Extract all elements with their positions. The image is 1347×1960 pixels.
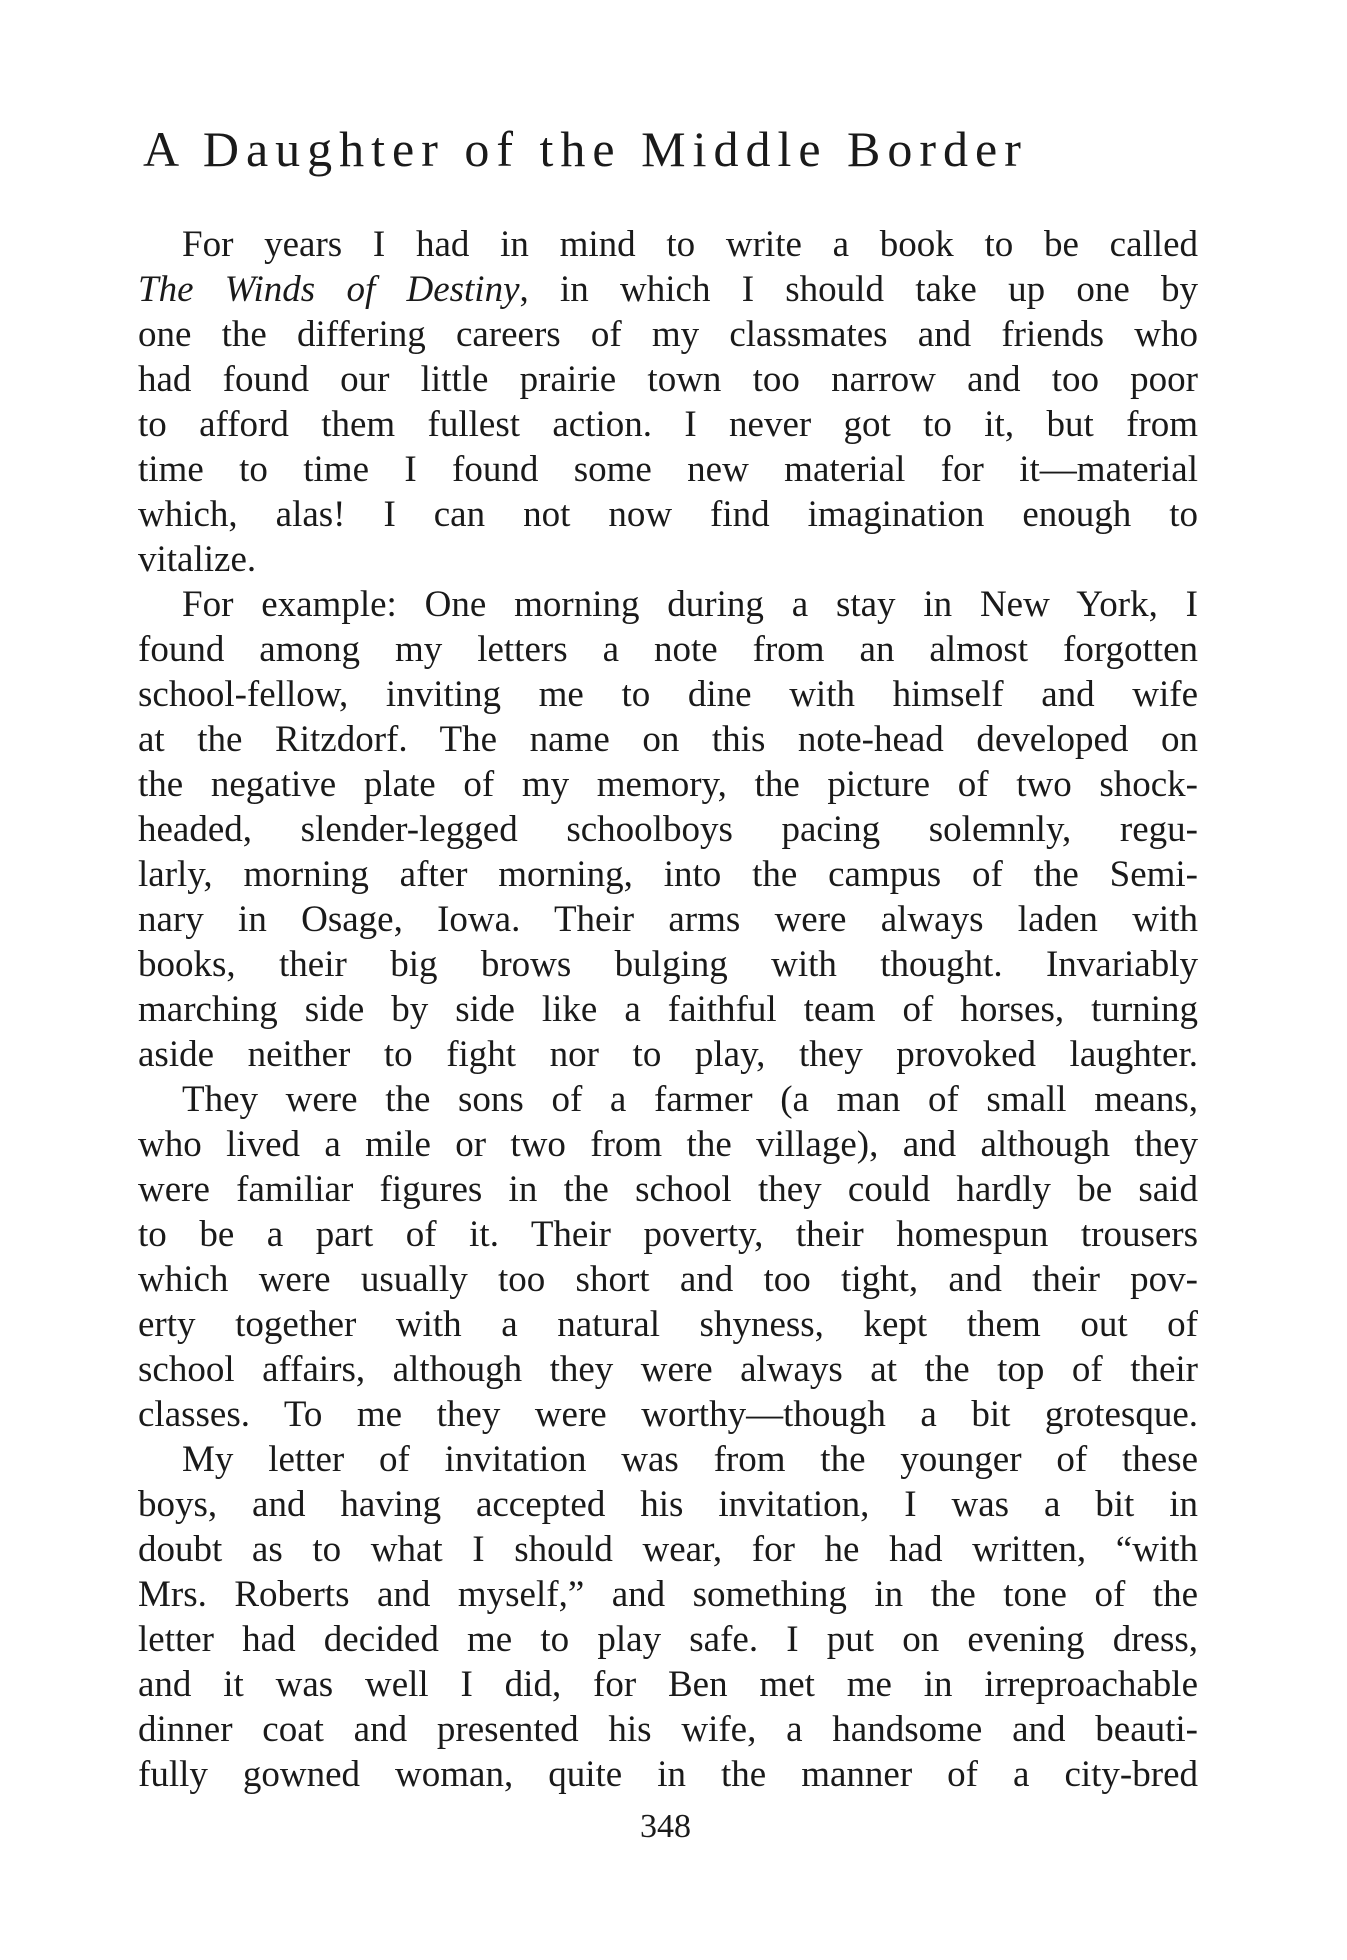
text-line: fully gowned woman, quite in the manner of a city-bred xyxy=(138,1754,1198,1795)
text-line: larly, morning after morning, into the campus of the Semi- xyxy=(138,854,1198,895)
text-line: the negative plate of my memory, the picture of two shock- xyxy=(138,764,1198,805)
text-line: headed, slender-legged schoolboys pacing solemnly, regu- xyxy=(138,809,1198,850)
text-line: erty together with a natural shyness, kept them out of xyxy=(138,1304,1198,1345)
text-line: one the differing careers of my classmates and friends who xyxy=(138,314,1198,355)
text-line: to be a part of it. Their poverty, their homespun trousers xyxy=(138,1214,1198,1255)
text-line: Mrs. Roberts and myself,” and something in the tone of the xyxy=(138,1574,1198,1615)
text-line xyxy=(138,267,1198,312)
text-line: For example: One morning during a stay in New York, I xyxy=(182,584,1198,625)
text-line: which were usually too short and too tight, and their pov- xyxy=(138,1259,1198,1300)
text-line: books, their big brows bulging with thought. Invariably xyxy=(138,944,1198,985)
page-number: 348 xyxy=(640,1808,691,1845)
text-line: marching side by side like a faithful team of horses, turning xyxy=(138,989,1198,1030)
text-line: found among my letters a note from an almost forgotten xyxy=(138,629,1198,670)
text-line: They were the sons of a farmer (a man of small means, xyxy=(182,1079,1198,1120)
text-line: aside neither to fight nor to play, they provoked laughter. xyxy=(138,1034,1198,1075)
text-line: to afford them fullest action. I never got to it, but from xyxy=(138,404,1198,445)
text-line: had found our little prairie town too narrow and too poor xyxy=(138,359,1198,400)
running-header: A Daughter of the Middle Border xyxy=(143,121,1028,177)
text-line: school affairs, although they were always at the top of their xyxy=(138,1349,1198,1390)
text-line: school-fellow, inviting me to dine with himself and wife xyxy=(138,674,1198,715)
text-line: dinner coat and presented his wife, a handsome and beauti- xyxy=(138,1709,1198,1750)
text-line: and it was well I did, for Ben met me in irreproachable xyxy=(138,1664,1198,1705)
text-line: vitalize. xyxy=(138,539,257,580)
text-line: classes. To me they were worthy—though a bit grotesque. xyxy=(138,1394,1198,1435)
text-line: who lived a mile or two from the village), and although they xyxy=(138,1124,1198,1165)
text-line: doubt as to what I should wear, for he had written, “with xyxy=(138,1529,1198,1570)
text-line: letter had decided me to play safe. I put on evening dress, xyxy=(138,1619,1198,1660)
text-line: My letter of invitation was from the younger of these xyxy=(182,1439,1198,1480)
body-text xyxy=(138,222,1198,1797)
text-line: which, alas! I can not now find imagination enough to xyxy=(138,494,1198,535)
book-title: The Winds of Destiny xyxy=(138,269,520,310)
text-line-rest: , in which I should take up one by xyxy=(519,269,1198,310)
text-line: boys, and having accepted his invitation, I was a bit in xyxy=(138,1484,1198,1525)
text-line: at the Ritzdorf. The name on this note-head developed on xyxy=(138,719,1198,760)
text-line: For years I had in mind to write a book to be called xyxy=(182,224,1198,265)
text-line: nary in Osage, Iowa. Their arms were always laden with xyxy=(138,899,1198,940)
text-line: were familiar figures in the school they could hardly be said xyxy=(138,1169,1198,1210)
text-line: time to time I found some new material for it—material xyxy=(138,449,1198,490)
